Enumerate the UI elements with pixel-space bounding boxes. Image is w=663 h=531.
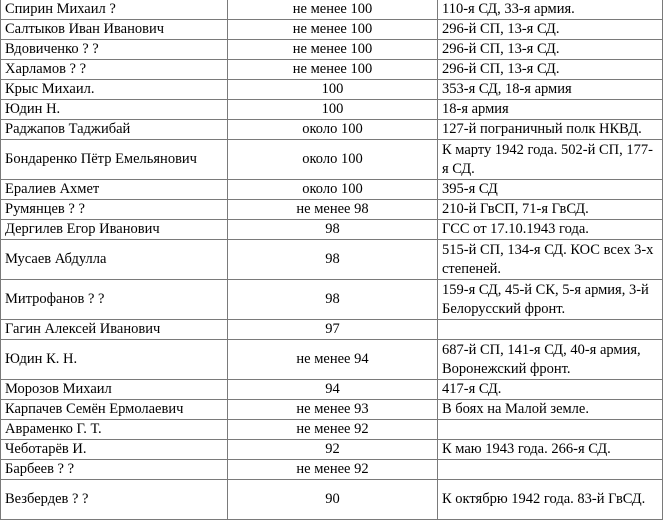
table-row xyxy=(1,220,663,240)
note-cell: 18-я армия xyxy=(438,100,663,120)
table-row xyxy=(1,380,663,400)
note-cell: К маю 1943 года. 266-я СД. xyxy=(438,440,663,460)
name-cell: Везбердев ? ? xyxy=(1,480,228,520)
name-cell: Раджапов Таджибай xyxy=(1,120,228,140)
table-row xyxy=(1,0,663,20)
name-cell: Бондаренко Пётр Емельянович xyxy=(1,140,228,180)
note-cell: 353-я СД, 18-я армия xyxy=(438,80,663,100)
name-cell: Спирин Михаил ? xyxy=(1,0,228,20)
count-cell: не менее 94 xyxy=(228,340,438,380)
name-cell: Ералиев Ахмет xyxy=(1,180,228,200)
name-cell: Барбеев ? ? xyxy=(1,460,228,480)
table-row xyxy=(1,60,663,80)
name-cell: Крыс Михаил. xyxy=(1,80,228,100)
note-cell: ГСС от 17.10.1943 года. xyxy=(438,220,663,240)
note-cell: К марту 1942 года. 502-й СП, 177-я СД. xyxy=(438,140,663,180)
count-cell: не менее 100 xyxy=(228,20,438,40)
note-cell: 210-й ГвСП, 71-я ГвСД. xyxy=(438,200,663,220)
name-cell: Морозов Михаил xyxy=(1,380,228,400)
note-cell: 127-й пограничный полк НКВД. xyxy=(438,120,663,140)
table-row xyxy=(1,200,663,220)
name-cell: Мусаев Абдулла xyxy=(1,240,228,280)
count-cell: около 100 xyxy=(228,140,438,180)
table-row xyxy=(1,240,663,280)
note-cell xyxy=(438,420,663,440)
name-cell: Румянцев ? ? xyxy=(1,200,228,220)
note-cell: 515-й СП, 134-я СД. КОС всех 3-х степеней. xyxy=(438,240,663,280)
note-cell xyxy=(438,320,663,340)
table-row xyxy=(1,100,663,120)
count-cell: 98 xyxy=(228,280,438,320)
count-cell: не менее 100 xyxy=(228,0,438,20)
table-row xyxy=(1,420,663,440)
table-row xyxy=(1,80,663,100)
note-cell: 110-я СД, 33-я армия. xyxy=(438,0,663,20)
count-cell: около 100 xyxy=(228,120,438,140)
count-cell: не менее 92 xyxy=(228,420,438,440)
count-cell: 100 xyxy=(228,100,438,120)
note-cell: К октябрю 1942 года. 83-й ГвСД. xyxy=(438,480,663,520)
count-cell: не менее 100 xyxy=(228,40,438,60)
name-cell: Гагин Алексей Иванович xyxy=(1,320,228,340)
count-cell: 90 xyxy=(228,480,438,520)
count-cell: не менее 100 xyxy=(228,60,438,80)
name-cell: Юдин К. Н. xyxy=(1,340,228,380)
count-cell: около 100 xyxy=(228,180,438,200)
table-row xyxy=(1,320,663,340)
name-cell: Вдовиченко ? ? xyxy=(1,40,228,60)
count-cell: 98 xyxy=(228,240,438,280)
name-cell: Салтыков Иван Иванович xyxy=(1,20,228,40)
count-cell: 94 xyxy=(228,380,438,400)
name-cell: Дергилев Егор Иванович xyxy=(1,220,228,240)
note-cell: В боях на Малой земле. xyxy=(438,400,663,420)
note-cell xyxy=(438,460,663,480)
table-row xyxy=(1,480,663,520)
table-row xyxy=(1,40,663,60)
count-cell: 98 xyxy=(228,220,438,240)
table-row xyxy=(1,120,663,140)
table-row xyxy=(1,180,663,200)
note-cell: 296-й СП, 13-я СД. xyxy=(438,20,663,40)
note-cell: 395-я СД xyxy=(438,180,663,200)
note-cell: 159-я СД, 45-й СК, 5-я армия, 3-й Белорусский фронт. xyxy=(438,280,663,320)
name-cell: Харламов ? ? xyxy=(1,60,228,80)
count-cell: не менее 92 xyxy=(228,460,438,480)
count-cell: 97 xyxy=(228,320,438,340)
name-cell: Юдин Н. xyxy=(1,100,228,120)
note-cell: 296-й СП, 13-я СД. xyxy=(438,60,663,80)
table-row xyxy=(1,440,663,460)
table-row xyxy=(1,20,663,40)
table-row xyxy=(1,140,663,180)
count-cell: 100 xyxy=(228,80,438,100)
note-cell: 296-й СП, 13-я СД. xyxy=(438,40,663,60)
name-cell: Авраменко Г. Т. xyxy=(1,420,228,440)
count-cell: 92 xyxy=(228,440,438,460)
count-cell: не менее 98 xyxy=(228,200,438,220)
note-cell: 687-й СП, 141-я СД, 40-я армия, Воронежский фронт. xyxy=(438,340,663,380)
table-row xyxy=(1,280,663,320)
note-cell: 417-я СД. xyxy=(438,380,663,400)
table-row xyxy=(1,400,663,420)
count-cell: не менее 93 xyxy=(228,400,438,420)
table-row xyxy=(1,340,663,380)
table-row xyxy=(1,460,663,480)
name-cell: Карпачев Семён Ермолаевич xyxy=(1,400,228,420)
name-cell: Митрофанов ? ? xyxy=(1,280,228,320)
name-cell: Чеботарёв И. xyxy=(1,440,228,460)
